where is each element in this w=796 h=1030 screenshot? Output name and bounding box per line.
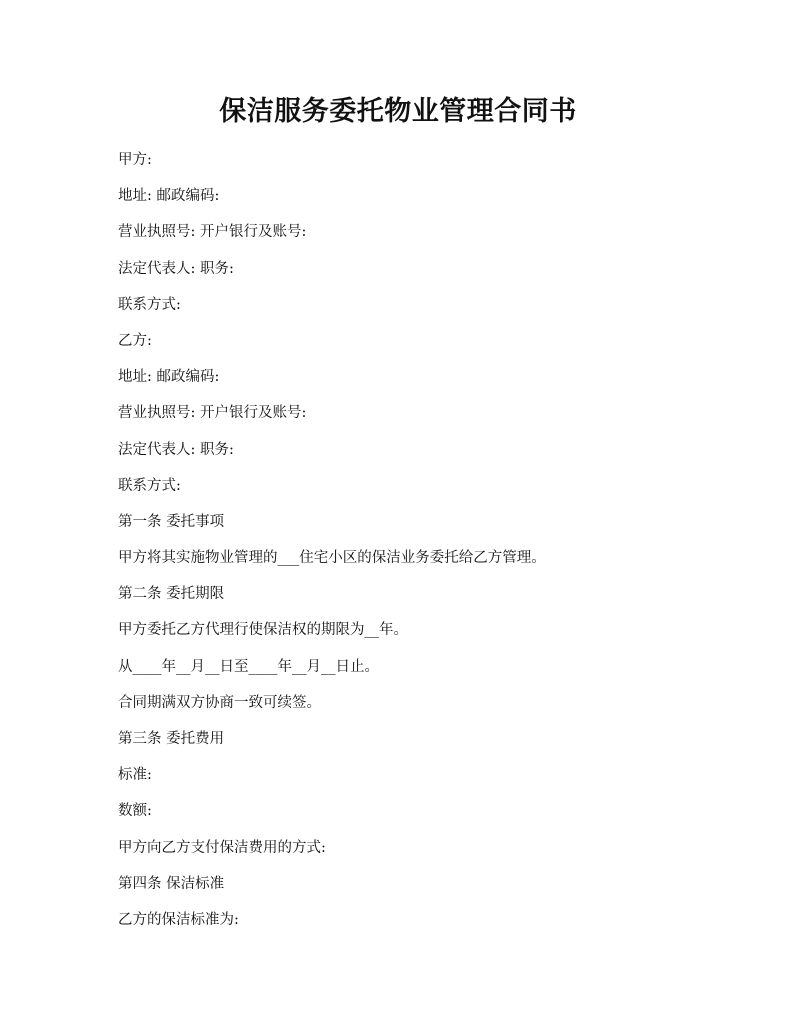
party-b-representative: 法定代表人: 职务: — [118, 441, 234, 458]
party-a-address: 地址: 邮政编码: — [118, 188, 220, 205]
article-2-renewal: 合同期满双方协商一致可续签。 — [118, 694, 321, 711]
party-b-address: 地址: 邮政编码: — [118, 369, 220, 386]
party-b-license: 营业执照号: 开户银行及账号: — [118, 405, 307, 422]
party-b-label: 乙方: — [118, 332, 152, 349]
article-4-standard: 乙方的保洁标准为: — [118, 911, 239, 928]
article-1-text: 甲方将其实施物业管理的___住宅小区的保洁业务委托给乙方管理。 — [118, 550, 546, 567]
article-2-heading: 第二条 委托期限 — [118, 586, 225, 603]
article-2-dates: 从____年__月__日至____年__月__日止。 — [118, 658, 379, 675]
contract-body — [118, 150, 758, 946]
article-3-amount: 数额: — [118, 803, 152, 820]
party-a-contact: 联系方式: — [118, 296, 181, 313]
article-4-heading: 第四条 保洁标准 — [118, 875, 225, 892]
party-a-label: 甲方: — [118, 152, 152, 168]
article-3-standard: 标准: — [118, 767, 152, 784]
article-3-payment: 甲方向乙方支付保洁费用的方式: — [118, 839, 326, 856]
party-a-license: 营业执照号: 开户银行及账号: — [118, 224, 307, 241]
party-b-contact: 联系方式: — [118, 477, 181, 494]
article-1-heading: 第一条 委托事项 — [118, 513, 225, 530]
document-title: 保洁服务委托物业管理合同书 — [219, 96, 577, 127]
article-2-term: 甲方委托乙方代理行使保洁权的期限为__年。 — [118, 622, 408, 639]
party-a-representative: 法定代表人: 职务: — [118, 260, 234, 277]
article-3-heading: 第三条 委托费用 — [118, 731, 225, 747]
